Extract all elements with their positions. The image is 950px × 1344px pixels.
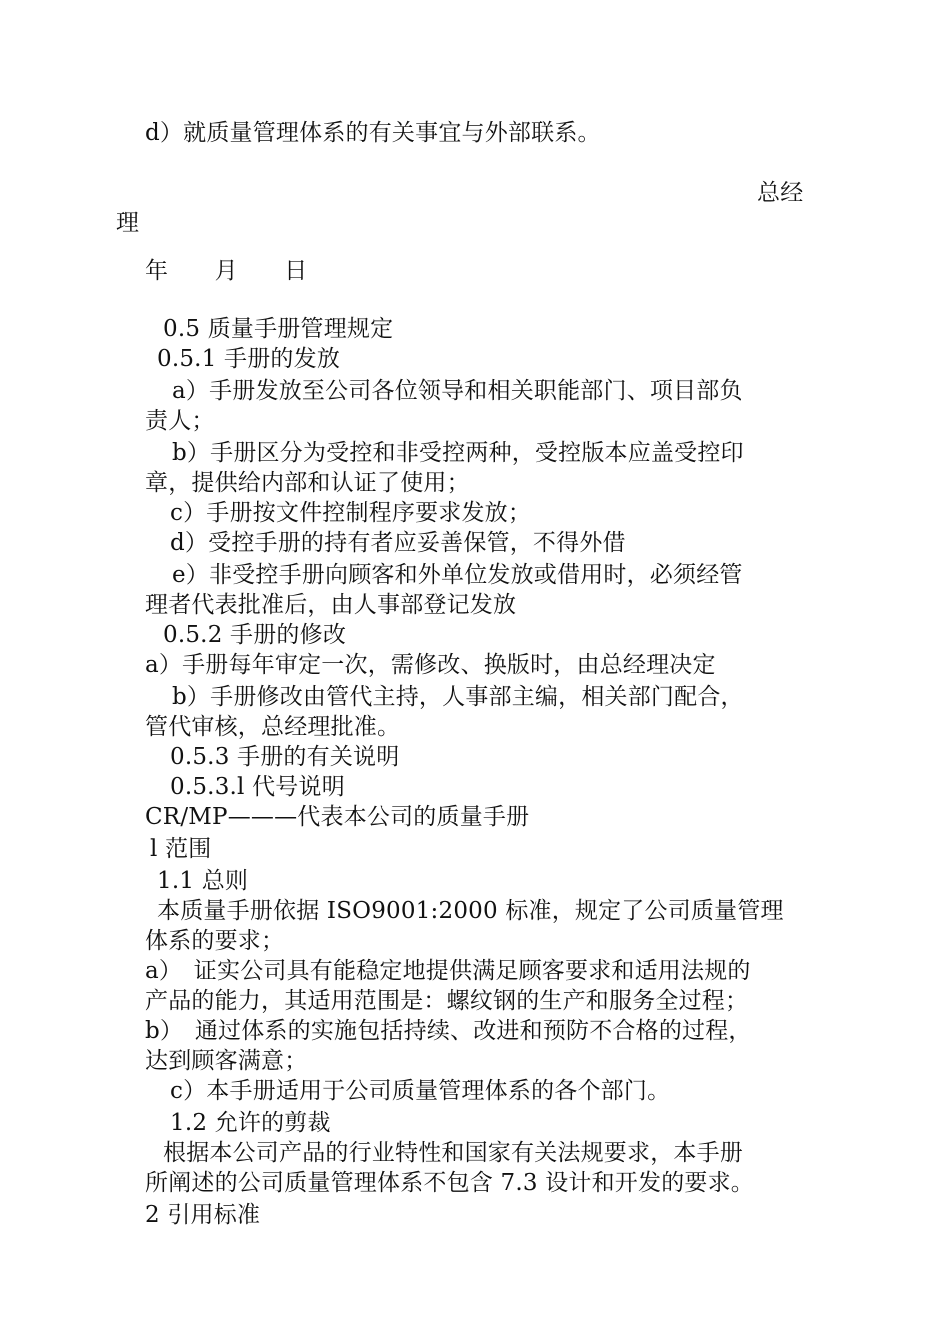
scope-item-b-line2: 达到顾客满意； — [145, 1048, 308, 1074]
revision-item-a: a）手册每年审定一次，需修改、换版时，由总经理决定 — [145, 652, 716, 678]
section-1-heading: l 范围 — [150, 836, 212, 862]
code-explanation-line: CR/MP———代表本公司的质量手册 — [145, 804, 530, 830]
scope-item-a-line2: 产品的能力，其适用范围是：螺纹钢的生产和服务全过程； — [145, 988, 749, 1014]
item-e-line1: e）非受控手册向顾客和外单位发放或借用时，必须经管 — [172, 562, 743, 588]
scope-item-c-line: c）本手册适用于公司质量管理体系的各个部门。 — [170, 1078, 671, 1104]
signature-date-line: 年 月 日 — [145, 258, 308, 284]
item-b-line1: b）手册区分为受控和非受控两种，受控版本应盖受控印 — [172, 440, 744, 466]
item-a-line2: 责人； — [145, 408, 215, 434]
general-para-line1: 本质量手册依据 ISO9001:2000 标准，规定了公司质量管理 — [157, 898, 784, 924]
section-2-heading: 2 引用标准 — [145, 1202, 261, 1228]
item-c-line: c）手册按文件控制程序要求发放； — [170, 500, 532, 526]
section-0-5-3-heading: 0.5.3 手册的有关说明 — [170, 744, 400, 770]
signature-title-part2: 理 — [116, 210, 140, 236]
section-0-5-3-1-heading: 0.5.3.l 代号说明 — [170, 774, 345, 800]
contact-line: d）就质量管理体系的有关事宜与外部联系。 — [145, 120, 601, 146]
section-1-1-heading: 1.1 总则 — [157, 868, 249, 894]
section-0-5-1-heading: 0.5.1 手册的发放 — [157, 346, 341, 372]
section-0-5-heading: 0.5 质量手册管理规定 — [163, 316, 394, 342]
item-b-line2: 章，提供给内部和认证了使用； — [145, 470, 470, 496]
item-e-line2: 理者代表批准后，由人事部登记发放 — [145, 592, 517, 618]
section-0-5-2-heading: 0.5.2 手册的修改 — [163, 622, 347, 648]
scope-item-a-line1: a） 证实公司具有能稳定地提供满足顾客要求和适用法规的 — [145, 958, 751, 984]
revision-item-b-line2: 管代审核，总经理批准。 — [145, 714, 401, 740]
revision-item-b-line1: b）手册修改由管代主持，人事部主编，相关部门配合， — [172, 684, 744, 710]
exclusion-para-line1: 根据本公司产品的行业特性和国家有关法规要求，本手册 — [163, 1140, 743, 1166]
item-a-line1: a）手册发放至公司各位领导和相关职能部门、项目部负 — [172, 378, 743, 404]
exclusion-para-line2: 所阐述的公司质量管理体系不包含 7.3 设计和开发的要求。 — [145, 1170, 754, 1196]
signature-title-part1: 总经 — [757, 180, 804, 206]
section-1-2-heading: 1.2 允许的剪裁 — [170, 1110, 331, 1136]
general-para-line2: 体系的要求； — [145, 928, 285, 954]
item-d-line: d）受控手册的持有者应妥善保管，不得外借 — [170, 530, 626, 556]
scope-item-b-line1: b） 通过体系的实施包括持续、改进和预防不合格的过程， — [145, 1018, 752, 1044]
